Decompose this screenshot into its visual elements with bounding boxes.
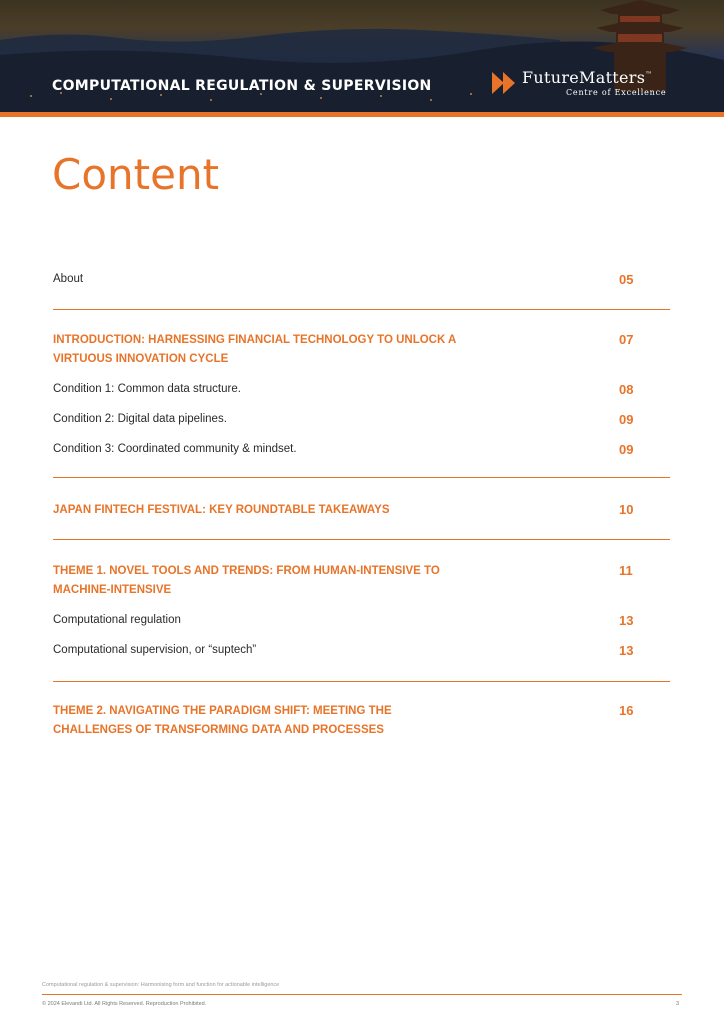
toc-entry-label: Computational supervision, or “suptech”	[53, 644, 257, 656]
section-divider	[53, 681, 670, 682]
footer-copyright: © 2024 Elevandi Ltd. All Rights Reserved. Reproduction Prohibited.	[42, 1001, 207, 1007]
header-accent-stripe	[0, 112, 724, 117]
toc-entry-label: Condition 1: Common data structure.	[53, 383, 241, 395]
toc-section-label: THEME 2. NAVIGATING THE PARADIGM SHIFT: MEETING THE CHALLENGES OF TRANSFORMING DATA AND PROCESSES	[53, 705, 392, 736]
toc-page-number: 10	[619, 502, 634, 517]
footer-divider	[42, 994, 682, 995]
page-title: Content	[52, 150, 220, 199]
toc-page-number: 16	[619, 703, 634, 718]
report-title: COMPUTATIONAL REGULATION & SUPERVISION	[52, 78, 432, 94]
toc-page-number: 11	[619, 563, 633, 578]
toc-section-label: THEME 1. NOVEL TOOLS AND TRENDS: FROM HUMAN-INTENSIVE TO MACHINE-INTENSIVE	[53, 565, 440, 596]
toc-page-number: 05	[619, 272, 634, 287]
toc-section-label: INTRODUCTION: HARNESSING FINANCIAL TECHNOLOGY TO UNLOCK A VIRTUOUS INNOVATION CYCLE	[53, 334, 456, 365]
logo-subtitle: Centre of Excellence	[566, 88, 667, 97]
toc-entry-label: Condition 3: Coordinated community & mindset.	[53, 443, 297, 455]
logo-wordmark: FutureMatters	[522, 68, 646, 87]
toc-page-number: 13	[619, 643, 634, 658]
toc-entry-label: Condition 2: Digital data pipelines.	[53, 413, 227, 425]
toc-page-number: 09	[619, 442, 634, 457]
section-divider	[53, 539, 670, 540]
trademark-symbol: ™	[645, 70, 653, 79]
footer-page-number: 3	[676, 1001, 680, 1007]
futurematters-logo	[492, 68, 682, 102]
toc-page-number: 07	[619, 332, 634, 347]
toc-page-number: 09	[619, 412, 634, 427]
section-divider	[53, 477, 670, 478]
toc-page-number: 08	[619, 382, 634, 397]
section-divider	[53, 309, 670, 310]
footer-tagline: Computational regulation & supervision: Harmonising form and function for actionable intelligence	[42, 982, 280, 988]
toc-page-number: 13	[619, 613, 634, 628]
logo-name	[522, 68, 653, 87]
toc-entry-label: About	[53, 273, 84, 285]
toc-section-label: JAPAN FINTECH FESTIVAL: KEY ROUNDTABLE TAKEAWAYS	[53, 504, 390, 516]
header-banner	[0, 0, 724, 112]
toc-entry-label: Computational regulation	[53, 614, 181, 626]
double-chevron-icon	[492, 70, 518, 96]
